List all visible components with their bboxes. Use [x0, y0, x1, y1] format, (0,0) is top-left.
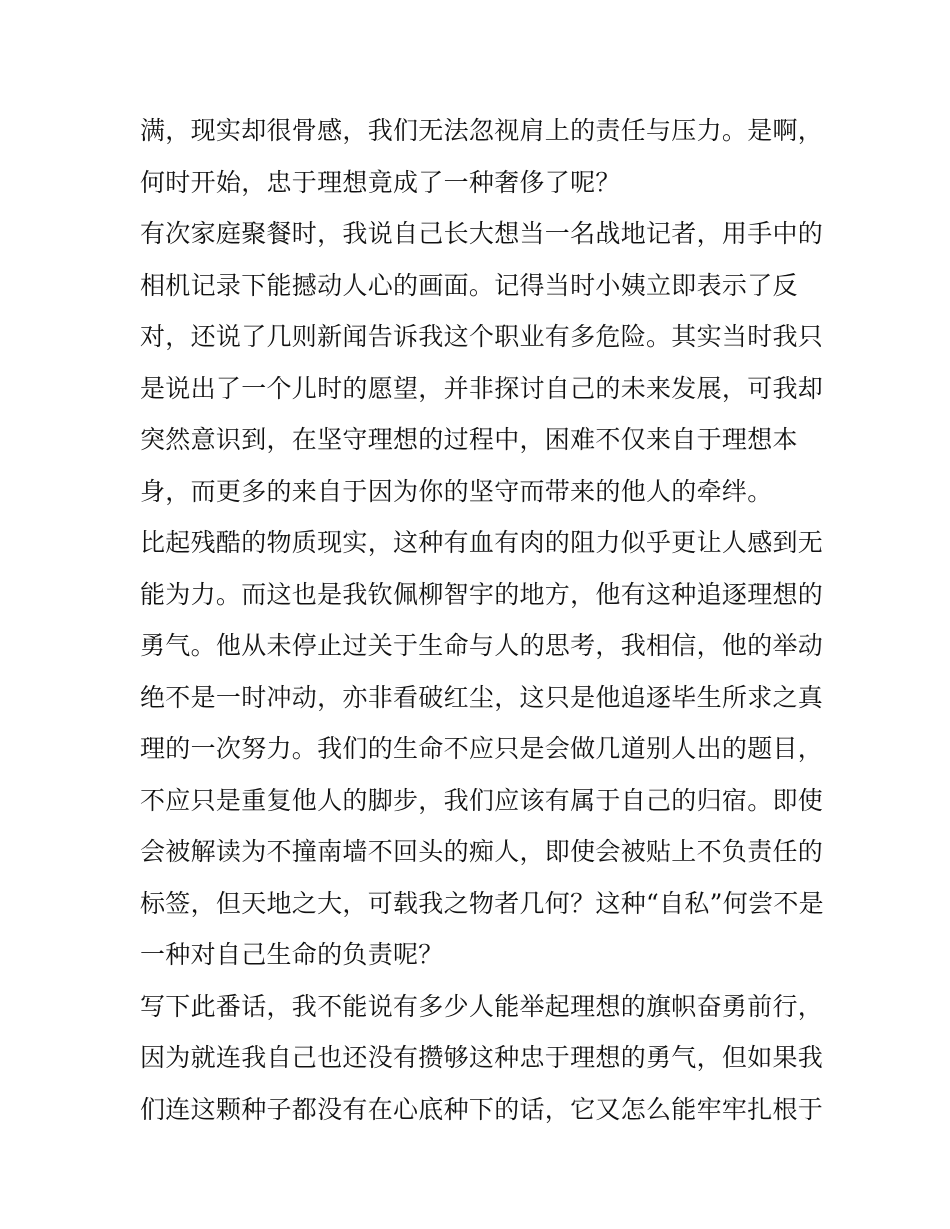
text-line-16: 标签，但天地之大，可载我之物者几何？这种“自私”何尝不是: [140, 888, 824, 918]
text-line-1: 满，现实却很骨感，我们无法忽视肩上的责任与压力。是啊，: [140, 116, 824, 145]
text-line-10: 能为力。而这也是我钦佩柳智宇的地方，他有这种追逐理想的: [140, 579, 824, 609]
text-line-12: 绝不是一时冲动，亦非看破红尘，这只是他追逐毕生所求之真: [140, 682, 824, 712]
text-line-19: 因为就连我自己也还没有攒够这种忠于理想的勇气，但如果我: [140, 1043, 824, 1072]
text-line-14: 不应只是重复他人的脚步，我们应该有属于自己的归宿。即使: [140, 785, 824, 815]
text-line-13: 理的一次努力。我们的生命不应只是会做几道别人出的题目，: [140, 734, 824, 763]
text-line-20: 们连这颗种子都没有在心底种下的话，它又怎么能牢牢扎根于: [140, 1094, 824, 1124]
text-line-3: 有次家庭聚餐时，我说自己长大想当一名战地记者，用手中的: [140, 219, 824, 248]
text-line-8: 身，而更多的来自于因为你的坚守而带来的他人的牵绊。: [140, 476, 773, 506]
text-line-17: 一种对自己生命的负责呢？: [140, 940, 444, 969]
text-line-15: 会被解读为不撞南墙不回头的痴人，即使会被贴上不负责任的: [140, 837, 824, 866]
text-line-7: 突然意识到，在坚守理想的过程中，困难不仅来自于理想本: [140, 425, 798, 454]
text-line-5: 对，还说了几则新闻告诉我这个职业有多危险。其实当时我只: [140, 322, 824, 351]
essay-text: [140, 105, 824, 1135]
text-line-18: 写下此番话，我不能说有多少人能举起理想的旗帜奋勇前行，: [140, 991, 824, 1021]
text-line-9: 比起残酷的物质现实，这种有血有肉的阻力似乎更让人感到无: [140, 528, 824, 557]
text-line-2: 何时开始，忠于理想竟成了一种奢侈了呢？: [140, 167, 621, 197]
text-line-4: 相机记录下能撼动人心的画面。记得当时小姨立即表示了反: [140, 270, 798, 300]
text-line-11: 勇气。他从未停止过关于生命与人的思考，我相信，他的举动: [140, 631, 824, 660]
text-line-6: 是说出了一个儿时的愿望，并非探讨自己的未来发展，可我却: [140, 373, 824, 403]
